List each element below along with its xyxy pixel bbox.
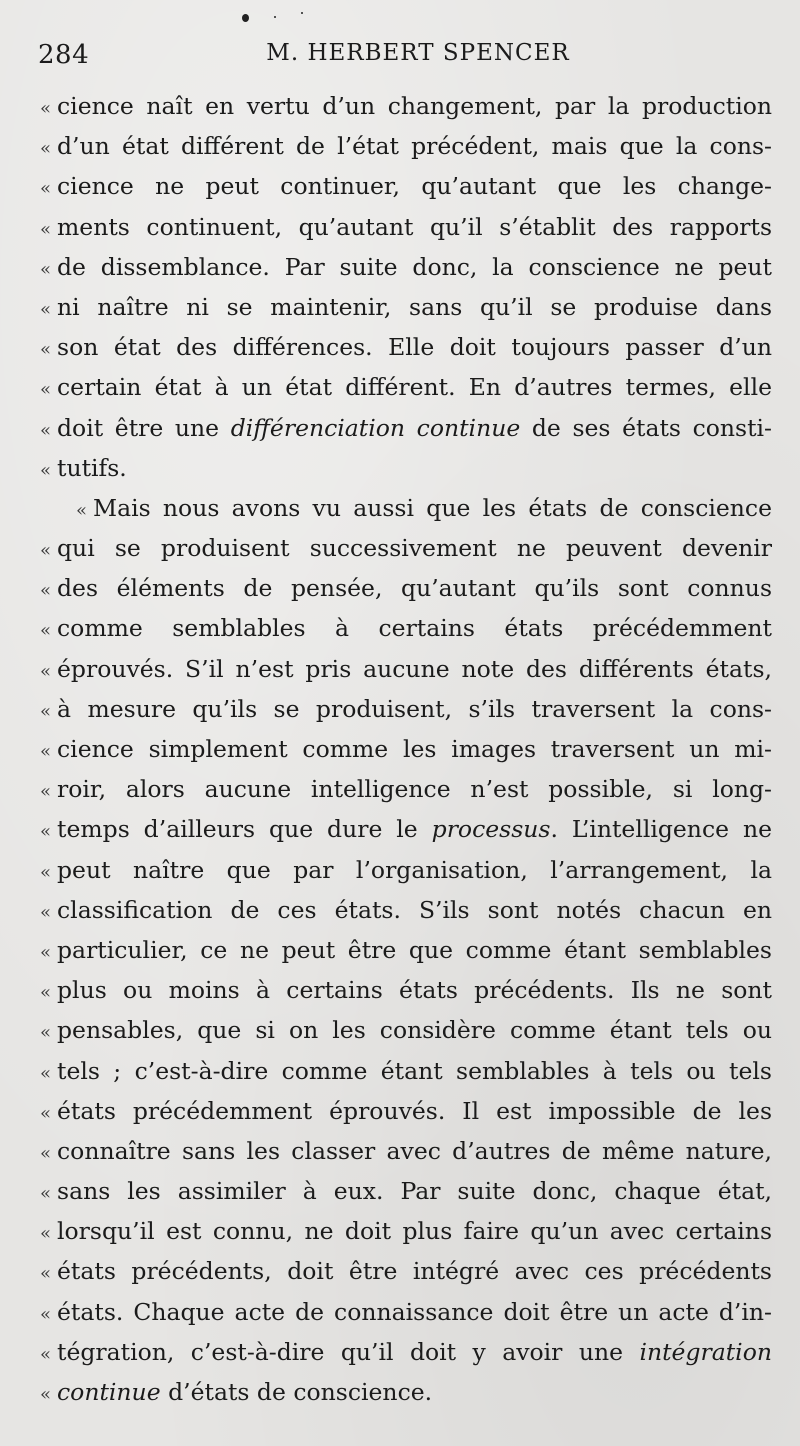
text-segment: d’un état différent de l’état précédent, mais que la cons-	[57, 132, 772, 161]
text-segment: particulier, ce ne peut être que comme étant semblables	[57, 935, 772, 964]
text-line	[40, 769, 772, 809]
quote-mark: «	[40, 660, 52, 682]
text-line	[40, 207, 772, 247]
text-line	[40, 1211, 772, 1251]
quote-mark: «	[76, 499, 88, 521]
text-segment: ments continuent, qu’autant qu’il s’établit des rapports	[57, 212, 772, 241]
text-line	[40, 126, 772, 166]
text-segment: comme semblables à certains états précédemment	[57, 614, 772, 643]
quote-mark: «	[40, 138, 52, 160]
text-line	[40, 649, 772, 689]
text-segment: éprouvés. S’il n’est pris aucune note des différents états,	[57, 654, 772, 683]
text-line	[40, 247, 772, 287]
text-line	[40, 488, 772, 528]
quote-mark: «	[40, 218, 52, 240]
text-line	[40, 568, 772, 608]
text-line	[40, 1091, 772, 1131]
quote-mark: «	[40, 298, 52, 320]
text-line	[40, 689, 772, 729]
quote-mark: «	[40, 941, 52, 963]
body-text	[40, 86, 772, 1412]
quote-mark: «	[40, 1102, 52, 1124]
quote-mark: «	[40, 821, 52, 843]
quote-mark: «	[40, 1303, 52, 1325]
italic-text: continue	[57, 1378, 161, 1406]
quote-mark: «	[40, 982, 52, 1004]
quote-mark: «	[40, 1343, 52, 1365]
quote-mark: «	[40, 620, 52, 642]
quote-mark: «	[40, 258, 52, 280]
quote-mark: «	[40, 1022, 52, 1044]
text-segment: tutifs.	[57, 453, 127, 482]
text-segment: de dissemblance. Par suite donc, la conscience ne peut	[57, 252, 772, 281]
italic-text: différenciation continue	[230, 413, 521, 442]
quote-mark: «	[40, 540, 52, 562]
quote-mark: «	[40, 901, 52, 923]
text-segment: Mais nous avons vu aussi que les états de conscience	[93, 493, 772, 522]
italic-text: intégration	[639, 1337, 772, 1366]
text-line	[40, 528, 772, 568]
text-line	[40, 408, 772, 448]
quote-mark: «	[40, 1062, 52, 1084]
quote-mark: «	[40, 1142, 52, 1164]
text-line	[40, 166, 772, 206]
text-line	[40, 448, 772, 488]
text-segment: états précédents, doit être intégré avec ces précédents	[57, 1257, 772, 1286]
page-header	[38, 40, 778, 76]
text-line	[40, 970, 772, 1010]
quote-mark: «	[40, 98, 52, 119]
text-line	[40, 1010, 772, 1050]
paragraph	[40, 86, 772, 488]
text-segment: cience ne peut continuer, qu’autant que les change-	[57, 172, 772, 201]
text-line	[40, 1131, 772, 1171]
quote-mark: «	[40, 379, 52, 401]
text-segment: connaître sans les classer avec d’autres de même nature,	[57, 1136, 772, 1165]
quote-mark: «	[40, 580, 52, 602]
text-segment: qui se produisent successivement ne peuvent devenir	[57, 534, 772, 563]
text-line	[40, 729, 772, 769]
text-line	[40, 1171, 772, 1211]
text-line	[40, 930, 772, 970]
text-segment: cience simplement comme les images traversent un mi-	[57, 735, 772, 763]
text-segment: plus ou moins à certains états précédents. Ils ne sont	[57, 976, 772, 1005]
text-segment: des éléments de pensée, qu’autant qu’ils sont connus	[57, 574, 772, 603]
text-line	[40, 809, 772, 849]
text-line	[40, 367, 772, 407]
quote-mark: «	[40, 861, 52, 883]
text-line	[40, 608, 772, 648]
page-number: 284	[38, 40, 90, 70]
text-line	[40, 327, 772, 367]
text-line	[40, 1251, 772, 1291]
quote-mark: «	[40, 178, 52, 200]
text-segment: états. Chaque acte de connaissance doit être un acte d’in-	[57, 1297, 772, 1326]
text-segment: certain état à un état différent. En d’autres termes, elle	[57, 373, 772, 402]
text-segment: états précédemment éprouvés. Il est impossible de les	[57, 1096, 772, 1125]
quote-mark: «	[40, 1384, 52, 1405]
text-segment: tégration, c’est-à-dire qu’il doit y avoir une	[57, 1337, 640, 1366]
text-segment: classification de ces états. S’ils sont notés chacun en	[57, 895, 772, 924]
text-line	[40, 890, 772, 930]
quote-mark: «	[40, 741, 52, 762]
text-segment: pensables, que si on les considère comme étant tels ou	[57, 1016, 772, 1045]
text-segment: peut naître que par l’organisation, l’arrangement, la	[57, 855, 772, 884]
text-segment: ni naître ni se maintenir, sans qu’il se produise dans	[57, 292, 772, 321]
quote-mark: «	[40, 419, 52, 441]
text-line	[40, 1051, 772, 1091]
quote-mark: «	[40, 1183, 52, 1205]
text-line	[40, 1292, 772, 1332]
running-head: M. HERBERT SPENCER	[266, 40, 570, 66]
speck-mark	[301, 12, 303, 14]
text-segment: roir, alors aucune intelligence n’est possible, si long-	[57, 775, 772, 804]
text-line	[40, 1332, 772, 1372]
text-segment: sans les assimiler à eux. Par suite donc, chaque état,	[57, 1177, 772, 1206]
text-line	[40, 850, 772, 890]
quote-mark: «	[40, 700, 52, 722]
text-segment: cience naît en vertu d’un changement, par la production	[57, 92, 772, 120]
italic-text: processus	[431, 815, 551, 844]
text-line	[40, 287, 772, 327]
text-segment: doit être une	[57, 413, 231, 442]
text-segment: d’états de conscience.	[160, 1378, 433, 1406]
quote-mark: «	[40, 459, 52, 481]
text-line	[40, 1372, 772, 1412]
quote-mark: «	[40, 1263, 52, 1285]
paragraph	[40, 488, 772, 1412]
text-segment: . L’intelligence ne	[550, 815, 772, 844]
quote-mark: «	[40, 1223, 52, 1245]
text-segment: tels ; c’est-à-dire comme étant semblables à tels ou tels	[57, 1056, 772, 1085]
speck-mark	[274, 16, 276, 18]
text-segment: temps d’ailleurs que dure le	[57, 815, 432, 844]
quote-mark: «	[40, 781, 52, 803]
text-segment: son état des différences. Elle doit toujours passer d’un	[57, 333, 772, 362]
speck-mark	[242, 14, 249, 22]
quote-mark: «	[40, 339, 52, 361]
text-segment: à mesure qu’ils se produisent, s’ils traversent la cons-	[57, 694, 772, 723]
text-line	[40, 86, 772, 126]
text-segment: lorsqu’il est connu, ne doit plus faire qu’un avec certains	[57, 1217, 772, 1246]
text-segment: de ses états consti-	[520, 413, 772, 442]
